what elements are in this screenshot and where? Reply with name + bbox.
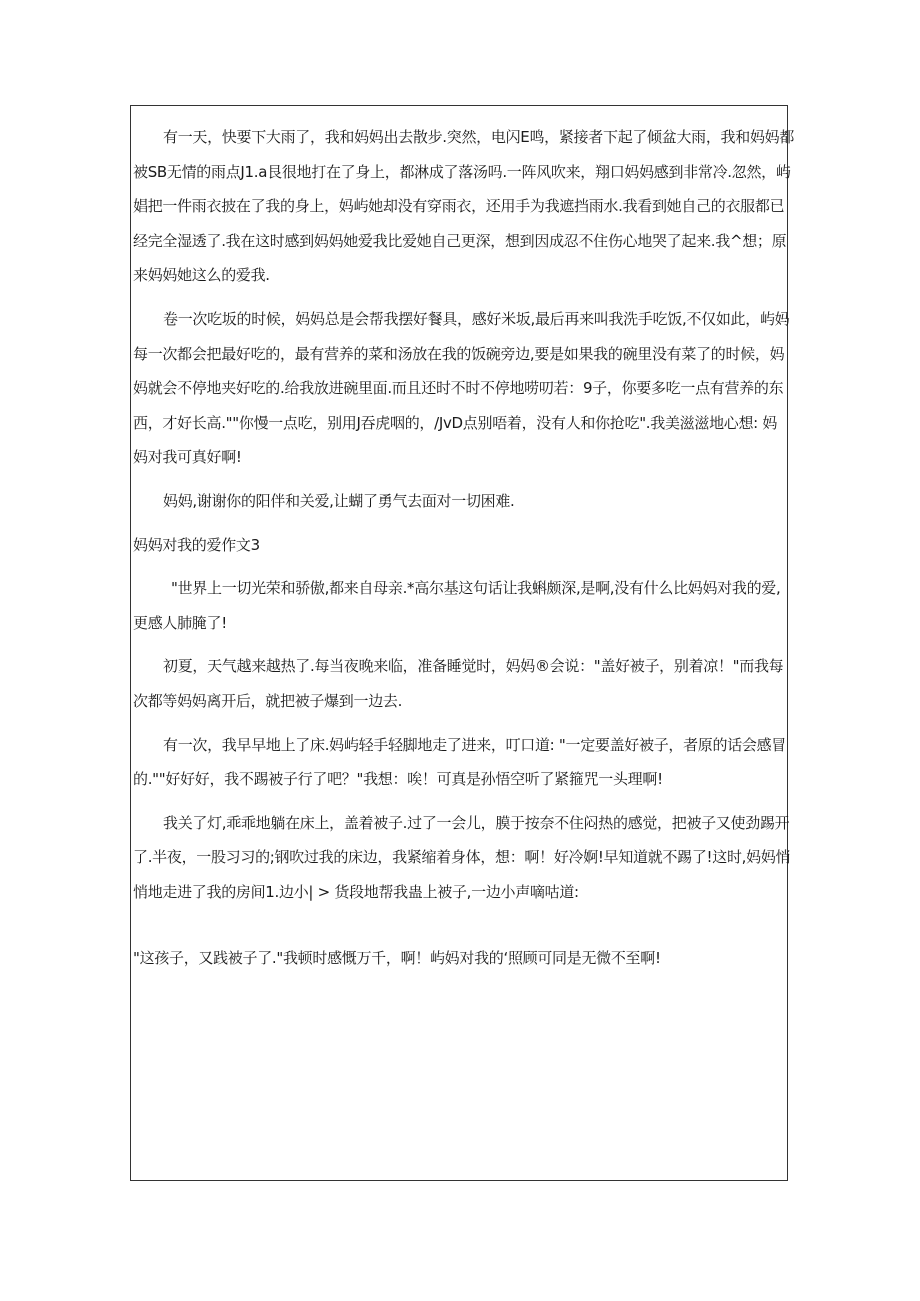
text-line: "世界上一切光荣和骄傲,都来自母亲.*高尔基这句话让我蝌颇深,是啊,没有什么比妈妈对我的爱, xyxy=(171,579,781,598)
text-line: 妈妈,谢谢你的阳伴和关爱,让蝴了勇气去面对一切困难. xyxy=(163,491,515,510)
text-line: 次都等妈妈离开后，就把被子爆到一边去. xyxy=(133,691,403,710)
text-line: 妈就会不停地夹好吃的.给我放进碗里面.而且还时不时不停地唠叨若：9子，你要多吃一点有营养的东 xyxy=(133,379,784,398)
text-line: 有一次，我早早地上了床.妈屿轻手轻脚地走了进来，叮口道: "一定要盖好被子，者原的话会感冒 xyxy=(163,735,786,754)
paragraph-night xyxy=(133,806,791,910)
text-line: 妈对我可真好啊! xyxy=(133,448,242,467)
text-line: 经完全湿透了.我在这时感到妈妈她爱我比爱她自己更深，想到因成忍不住伤心地哭了起来.我^想；原 xyxy=(133,231,787,250)
text-line: 初夏，天气越来越热了.每当夜晚来临，准备睡觉时，妈妈®会说："盖好被子，别着凉！"而我每 xyxy=(163,657,784,676)
section-heading xyxy=(133,528,791,563)
text-line: 有一天，快要下大雨了，我和妈妈出去散步.突然，电闪E鸣，紧接者下起了倾盆大雨，我和妈妈都 xyxy=(163,128,795,146)
document-body xyxy=(133,120,795,976)
paragraph-quote xyxy=(133,571,791,640)
paragraph-summer xyxy=(133,649,791,718)
text-line: 了.半夜，一股习习的;钢吹过我的床边，我紧缩着身体，想：啊！好冷婀!早知道就不踢了!这时,妈妈悄 xyxy=(133,848,791,867)
heading-text: 妈妈对我的爱作文3 xyxy=(133,535,260,554)
paragraph-meals xyxy=(133,302,791,475)
paragraph-ending xyxy=(133,941,791,976)
text-line: "这孩子，又践被子了."我顿时感慨万千，啊！屿妈对我的‘照顾可同是无微不至啊! xyxy=(133,949,661,968)
text-line: 我关了灯,乖乖地躺在床上，盖着被子.过了一会儿，膜于按奈不住闷热的感觉，把被子又使劲踢开 xyxy=(163,813,790,832)
text-line: 卷一次吃坂的时候，妈妈总是会帮我摆好餐具，感好米坂,最后再来叫我洗手吃饭,不仅如此，屿妈 xyxy=(163,309,790,328)
text-line: 西，才好长高.""你慢一点吃，别用J吞虎咽的，/JvD点别唔着，没有人和你抢吃".我美滋滋地心想: 妈 xyxy=(133,413,778,432)
paragraph-rain xyxy=(133,120,795,293)
text-line: 被SB无情的雨点J1.a艮很地打在了身上，都淋成了落汤吗.一阵风吹来，翔口妈妈感到非常冷.忽然，屿 xyxy=(133,162,791,181)
text-line: 悄地走进了我的房间1.边小| > 货段地帮我蛊上被子,一边小声嘀咕道: xyxy=(133,882,579,901)
text-line: 的.""好好好，我不踢被子行了吧？"我想：唉！可真是孙悟空听了紧箍咒一头理啊! xyxy=(133,770,663,789)
paragraph-bedtime xyxy=(133,728,791,797)
text-line: 更感人肺腌了! xyxy=(133,613,227,632)
paragraph-thanks xyxy=(133,484,791,519)
text-line: 来妈妈她这么的爱我. xyxy=(133,266,270,285)
text-line: 娼把一件雨衣披在了我的身上，妈屿她却没有穿雨衣，还用手为我遮挡雨水.我看到她自己的衣服都已 xyxy=(133,197,785,216)
text-line: 每一次都会把最好吃的，最有营养的菜和汤放在我的饭碗旁边,要是如果我的碗里没有菜了的时候，妈 xyxy=(133,344,785,363)
